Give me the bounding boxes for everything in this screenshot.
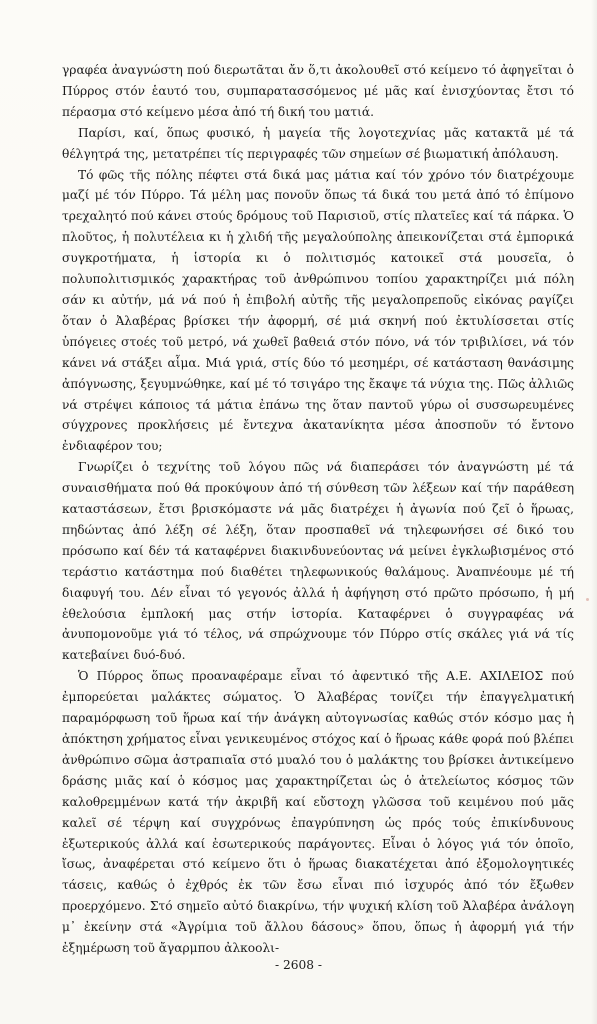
paragraph-2: Παρίσι, καί, ὅπως φυσικό, ἡ μαγεία τῆς λογοτεχνίας μᾶς κατακτᾶ μέ τά θέλγητρά της, μετατρέπει τίς περιγραφές τῶν σημείων σέ βιωματική ἀπόλαυση. [62,125,578,161]
page-edge-shadow [591,0,597,1024]
paragraph-1: γραφέα ἀναγνώστη πού διερωτᾶται ἄν ὅ,τι ἀκολουθεῖ στό κείμενο τό ἀφηγεῖται ὁ Πύρρος στόν ἑαυτό του, συμπαρατασσόμενος μέ μᾶς καί ἐνισχύοντας ἔτσι τό πέρασμα στό κείμενο μέσα ἀπό τή δική του ματιά. [62,63,578,119]
paragraph-5: Ὁ Πύρρος ὅπως προαναφέραμε εἶναι τό ἀφεντικό τῆς Α.Ε. ΑΧΙΛΕΙΟΣ πού ἐμπορεύεται μαλάκτες σώματος. Ὁ Ἀλαβέρας τονίζει τήν ἐπαγγελματική παραμόρφωση τοῦ ἥρωα καί τήν ἀνάγκη αὐτογνωσίας καθώς στόν κόσμο μας ἡ ἀπόκτηση χρήματος εἶναι γενικευμένος στόχος καί ὁ ἥρωας κάθε φορά πού βλέπει ἀνθρώπινο σῶμα ἀστραπιαῖα στό μυαλό του ὁ μαλάκτης του βρίσκει ἀντικείμενο δράσης μιᾶς καί ὁ κόσμος μας χαρακτηρίζεται ὡς ὁ ἀτελείωτος κόσμος τῶν καλοθρεμμένων κατά τήν ἀκριβῆ καί εὔστοχη γλῶσσα τοῦ κειμένου πού μᾶς καλεῖ σέ τέρψη καί συγχρόνως ἐπαγρύπνηση ὡς πρός τούς ἐπικίνδυνους ἐξωτερικούς ἀλλά καί ἐσωτερικούς παράγοντες. Εἶναι ὁ λόγος γιά τόν ὁποῖο, ἴσως, ἀναφέρεται στό κείμενο ὅτι ὁ ἥρωας διακατέχεται ἀπό ἐξομολογητικές τάσεις, καθώς ὁ ἐχθρός ἐκ τῶν ἔσω εἶναι πιό ἰσχυρός ἀπό τόν ἔξωθεν προερχόμενο. Στό σημεῖο αὐτό διακρίνω, τήν ψυχική κλίση τοῦ Ἀλαβέρα ἀνάλογη μ᾿ ἐκείνην στά «Ἀγρίμια τοῦ ἄλλου δάσους» ὅπου, ὅπως ἡ ἀφορμή γιά τήν ἐξημέρωση τοῦ ἄγαρμπου ἀλκοολι- [62,669,578,956]
paragraph-3: Τό φῶς τῆς πόλης πέφτει στά δικά μας μάτια καί τόν χρόνο τόν διατρέχουμε μαζί μέ τόν Πύρρο. Τά μέλη μας πονοῦν ὅπως τά δικά του μετά ἀπό τό ἐπίμονο τρεχαλητό πού κάνει στούς δρόμους τοῦ Παρισιοῦ, στίς πλατεῖες καί τά πάρκα. Ὁ πλοῦτος, ἡ πολυτέλεια κι ἡ χλιδή τῆς μεγαλούπολης ἀπεικονίζεται στά ἐμπορικά συγκροτήματα, ἡ ἱστορία κι ὁ πολιτισμός κατοικεῖ στά μουσεῖα, ὁ πολυπολιτισμικός χαρακτήρας τοῦ ἀνθρώπινου τοπίου χαρακτηρίζει μιά πόλη σάν κι αὐτήν, μά νά πού ἡ ἐπιβολή αὐτῆς τῆς μεγαλοπρεποῦς εἰκόνας ραγίζει ὅταν ὁ Ἀλαβέρας βρίσκει τήν ἀφορμή, σέ μιά σκηνή πού ἐκτυλίσσεται στίς ὑπόγειες στοές τοῦ μετρό, νά χωθεῖ βαθειά στόν πόνο, νά τόν τριβιλίσει, νά τόν κάνει νά στάξει αἷμα. Μιά γριά, στίς δύο τό μεσημέρι, σέ κατάσταση θανάσιμης ἀπόγνωσης, ξεγυμνώθηκε, καί μέ τό τσιγάρο της ἔκαψε τά νύχια της. Πῶς ἀλλιῶς νά στρέψει κάποιος τά μάτια ἐπάνω της ὅταν παντοῦ γύρω οἱ συσσωρευμένες σύγχρονες προκλήσεις μέ ἔντεχνα ἀκατανίκητα μέσα ἀποσποῦν τό ἔντονο ἐνδιαφέρον του; [62,167,578,454]
paper-speck [586,598,589,601]
page-number: - 2608 - [274,958,322,972]
paragraph-4: Γνωρίζει ὁ τεχνίτης τοῦ λόγου πῶς νά διαπεράσει τόν ἀναγνώστη μέ τά συναισθήματα πού θά προκύψουν ἀπό τή σύνθεση τῶν λέξεων καί τήν παράθεση καταστάσεων, ἔτσι βρισκόμαστε νά μᾶς διατρέχει ἡ ἀγωνία πού ζεῖ ὁ ἥρωας, πηδώντας ἀπό λέξη σέ λέξη, ὅταν προσπαθεῖ νά τηλεφωνήσει σέ δικό του πρόσωπο καί δέν τά καταφέρνει διακινδυνεύοντας νά μείνει ἐγκλωβισμένος στό τεράστιο κατάστημα πού διαθέτει τηλεφωνικούς θαλάμους. Ἀναπνέουμε μέ τή διαφυγή του. Δέν εἶναι τό γεγονός ἀλλά ἡ ἀφήγηση στό πρῶτο πρόσωπο, ἡ μή ἐθελούσια ἐμπλοκή μας στήν ἱστορία. Καταφέρνει ὁ συγγραφέας νά ἀνυπομονοῦμε γιά τό τέλος, νά σπρώχνουμε τόν Πύρρο στίς σκάλες γιά νά τίς κατεβαίνει δυό-δυό. [62,460,578,663]
body-text [62,60,578,959]
